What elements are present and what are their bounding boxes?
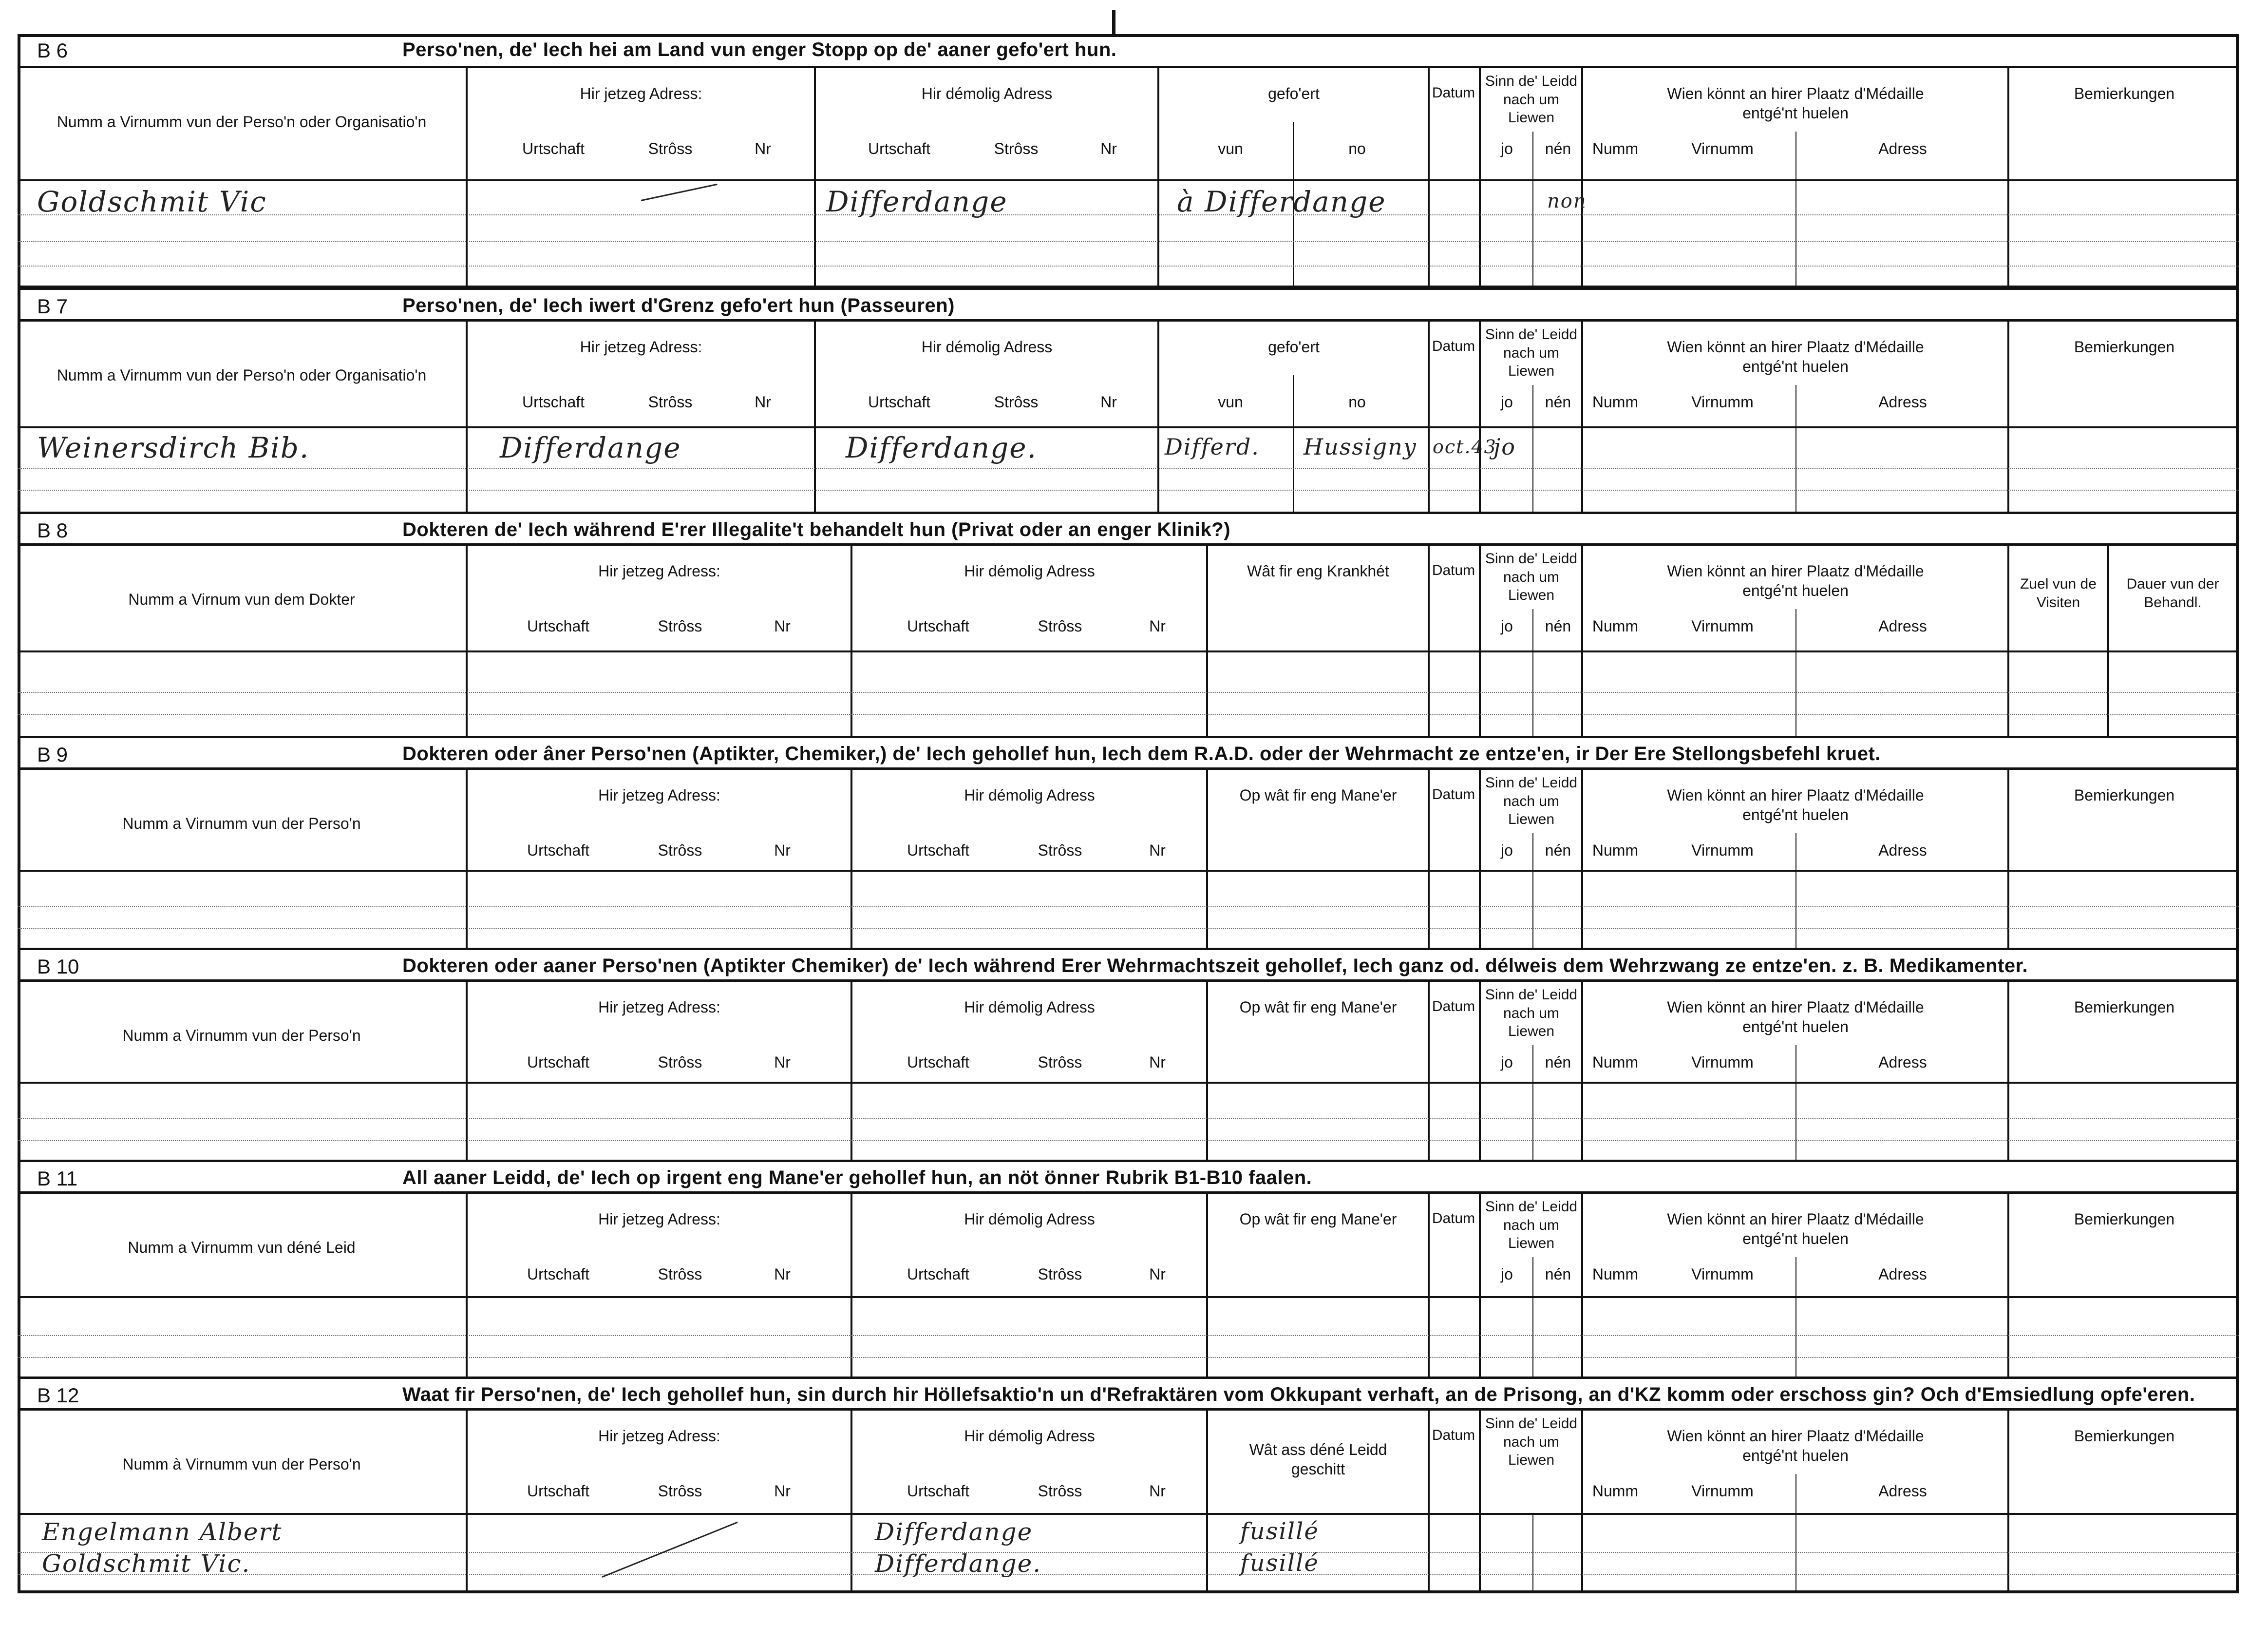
col-transported: gefo'ert xyxy=(1268,85,1320,102)
section-header xyxy=(18,34,2239,68)
handwritten-from: à Differdange xyxy=(1177,185,1386,218)
page-mark xyxy=(1112,10,1115,37)
medal-firstname: Virnumm xyxy=(1691,1482,1754,1500)
medal-firstname: Virnumm xyxy=(1691,617,1754,635)
col-former-address: Hir démolig Adress xyxy=(964,1427,1095,1445)
section-header xyxy=(18,512,2239,546)
addr-sub-town: Urtschaft xyxy=(907,1265,970,1283)
alive-no: nén xyxy=(1545,140,1571,157)
alive-no: nén xyxy=(1545,393,1571,411)
section-grid xyxy=(18,68,2239,287)
col-alive: Sinn de' Leidd nach um Liewen xyxy=(1485,1199,1578,1251)
addr-sub-street: Strôss xyxy=(1038,1053,1082,1071)
col-manner: Op wât fir eng Mane'er xyxy=(1239,1210,1397,1228)
alive-no: nén xyxy=(1545,1265,1571,1283)
addr-sub-nr: Nr xyxy=(755,140,771,157)
medal-surname: Numm xyxy=(1592,140,1639,157)
handwritten-name: Goldschmit Vic xyxy=(37,185,267,218)
col-duration: Dauer vun der Behandl. xyxy=(2126,576,2219,611)
section-header xyxy=(18,287,2239,322)
col-alive: Sinn de' Leidd nach um Liewen xyxy=(1485,987,1578,1039)
section-title: Dokteren oder âner Perso'nen (Aptikter, Chemiker,) de' Iech gehollef hun, Iech dem R.A.D. oder der Wehrmacht ze entze'en, ir Der Ere Stellongsbefehl kruet. xyxy=(402,743,1881,765)
col-datum: Datum xyxy=(1432,1427,1475,1443)
col-alive: Sinn de' Leidd nach um Liewen xyxy=(1485,73,1578,126)
medal-surname: Numm xyxy=(1592,1053,1639,1071)
col-name-header: Numm a Virnumm vun der Perso'n oder Organisatio'n xyxy=(57,113,427,131)
medal-surname: Numm xyxy=(1592,1482,1639,1500)
handwritten-fate-2: fusillé xyxy=(1240,1549,1319,1577)
transported-from: vun xyxy=(1218,393,1243,411)
addr-sub-town: Urtschaft xyxy=(522,393,585,411)
addr-sub-town: Urtschaft xyxy=(907,1053,970,1071)
transported-to: no xyxy=(1348,140,1366,157)
addr-sub-street: Strôss xyxy=(658,617,702,635)
section-title: Waat fir Perso'nen, de' Iech gehollef hun, sin durch hir Höllefsaktio'n un d'Refraktären vom Okkupant verhaft, an de Prisong, an d'KZ komm oder erschoss gin? Och d'Emsiedlung opfe'eren. xyxy=(402,1384,2195,1405)
col-datum: Datum xyxy=(1432,338,1475,354)
alive-yes: jo xyxy=(1501,1265,1513,1283)
transported-from: vun xyxy=(1218,140,1243,157)
col-datum: Datum xyxy=(1432,85,1475,101)
alive-yes: jo xyxy=(1501,393,1513,411)
section-code: B 9 xyxy=(37,743,68,766)
medal-address: Adress xyxy=(1878,617,1927,635)
transported-to: no xyxy=(1348,393,1366,411)
section-header xyxy=(18,948,2239,982)
col-alive: Sinn de' Leidd nach um Liewen xyxy=(1485,775,1578,827)
addr-sub-street: Strôss xyxy=(658,1265,702,1283)
alive-no: nén xyxy=(1545,1053,1571,1071)
col-what-happened: Wât ass déné Leidd geschitt xyxy=(1249,1441,1387,1478)
addr-sub-street: Strôss xyxy=(648,140,693,157)
col-former-address: Hir démolig Adress xyxy=(964,562,1095,580)
section-header xyxy=(18,736,2239,770)
section-b11 xyxy=(18,1160,2239,1376)
col-former-address: Hir démolig Adress xyxy=(921,85,1053,102)
section-title: Dokteren de' Iech während E'rer Illegalite't behandelt hun (Privat oder an enger Klinik?) xyxy=(402,519,1231,540)
section-grid xyxy=(18,322,2239,512)
section-code: B 8 xyxy=(37,519,68,542)
section-code: B 11 xyxy=(37,1167,78,1190)
section-b10 xyxy=(18,948,2239,1160)
alive-no: nén xyxy=(1545,841,1571,859)
col-remarks: Bemierkungen xyxy=(2074,998,2175,1016)
addr-sub-town: Urtschaft xyxy=(527,617,590,635)
section-code: B 10 xyxy=(37,955,79,978)
col-manner: Op wât fir eng Mane'er xyxy=(1239,998,1397,1016)
handwritten-alive-yes: jo xyxy=(1493,434,1516,460)
addr-sub-street: Strôss xyxy=(1038,617,1082,635)
col-datum: Datum xyxy=(1432,786,1475,803)
medal-surname: Numm xyxy=(1592,393,1639,411)
section-grid xyxy=(18,770,2239,948)
col-name-header: Numm a Virnumm vun der Perso'n xyxy=(122,1027,361,1044)
col-remarks: Bemierkungen xyxy=(2074,338,2175,356)
addr-sub-nr: Nr xyxy=(1149,617,1166,635)
addr-sub-nr: Nr xyxy=(774,1482,791,1500)
handwritten-from: Differd. xyxy=(1165,434,1260,460)
addr-sub-street: Strôss xyxy=(658,841,702,859)
addr-sub-nr: Nr xyxy=(774,841,791,859)
medal-firstname: Virnumm xyxy=(1691,140,1754,157)
col-current-address: Hir jetzeg Adress: xyxy=(580,338,702,356)
handwritten-current-town: Differdange xyxy=(500,431,681,464)
col-former-address: Hir démolig Adress xyxy=(921,338,1053,356)
medal-address: Adress xyxy=(1878,841,1927,859)
addr-sub-street: Strôss xyxy=(648,393,693,411)
section-code: B 7 xyxy=(37,295,68,318)
alive-yes: jo xyxy=(1501,617,1513,635)
medal-address: Adress xyxy=(1878,1053,1927,1071)
addr-sub-street: Strôss xyxy=(1038,1265,1082,1283)
section-b8 xyxy=(18,512,2239,736)
col-visits: Zuel vun de Visiten xyxy=(2020,576,2097,611)
addr-sub-town: Urtschaft xyxy=(907,1482,970,1500)
medal-surname: Numm xyxy=(1592,617,1639,635)
medal-address: Adress xyxy=(1878,1482,1927,1500)
medal-surname: Numm xyxy=(1592,841,1639,859)
section-b9 xyxy=(18,736,2239,948)
col-remarks: Bemierkungen xyxy=(2074,1210,2175,1228)
addr-sub-nr: Nr xyxy=(1100,393,1117,411)
col-name-header: Numm a Virnumm vun déné Leid xyxy=(128,1239,356,1256)
medal-firstname: Virnumm xyxy=(1691,393,1754,411)
col-name-header: Numm à Virnumm vun der Perso'n xyxy=(122,1455,361,1473)
handwritten-fate-1: fusillé xyxy=(1240,1518,1319,1545)
section-grid xyxy=(18,982,2239,1160)
addr-sub-street: Strôss xyxy=(994,140,1039,157)
addr-sub-town: Urtschaft xyxy=(527,1053,590,1071)
addr-sub-nr: Nr xyxy=(774,617,791,635)
col-former-address: Hir démolig Adress xyxy=(964,1210,1095,1228)
handwritten-name-2: Goldschmit Vic. xyxy=(42,1549,251,1578)
col-remarks: Bemierkungen xyxy=(2074,1427,2175,1445)
section-title: All aaner Leidd, de' Iech op irgent eng Mane'er gehollef hun, an nöt önner Rubrik B1-B10 faalen. xyxy=(402,1167,1312,1188)
col-alive: Sinn de' Leidd nach um Liewen xyxy=(1485,1415,1578,1468)
medal-address: Adress xyxy=(1878,140,1927,157)
col-datum: Datum xyxy=(1432,998,1475,1014)
col-medal: Wien könnt an hirer Plaatz d'Médaille entgé'nt huelen xyxy=(1667,338,1924,375)
col-alive: Sinn de' Leidd nach um Liewen xyxy=(1485,551,1578,603)
addr-sub-nr: Nr xyxy=(774,1265,791,1283)
col-datum: Datum xyxy=(1432,1210,1475,1226)
col-current-address: Hir jetzeg Adress: xyxy=(598,562,720,580)
section-b6 xyxy=(18,34,2239,287)
medal-surname: Numm xyxy=(1592,1265,1639,1283)
col-current-address: Hir jetzeg Adress: xyxy=(598,786,720,804)
handwritten-former-town: Differdange xyxy=(826,185,1008,218)
col-name-header: Numm a Virnumm vun der Perso'n oder Organisatio'n xyxy=(57,366,427,384)
addr-sub-nr: Nr xyxy=(1149,1053,1166,1071)
col-datum: Datum xyxy=(1432,562,1475,578)
addr-sub-street: Strôss xyxy=(658,1482,702,1500)
medal-address: Adress xyxy=(1878,1265,1927,1283)
section-grid xyxy=(18,546,2239,736)
col-name-header: Numm a Virnum vun dem Dokter xyxy=(128,591,355,608)
section-code: B 12 xyxy=(37,1384,79,1407)
col-name-header: Numm a Virnumm vun der Perso'n xyxy=(122,815,361,832)
addr-sub-nr: Nr xyxy=(1149,1265,1166,1283)
section-code: B 6 xyxy=(37,39,68,62)
addr-sub-nr: Nr xyxy=(1149,841,1166,859)
addr-sub-street: Strôss xyxy=(994,393,1039,411)
handwritten-former-town-2: Differdange. xyxy=(875,1549,1042,1578)
handwritten-to: Hussigny xyxy=(1304,434,1417,460)
handwritten-date: oct.43 xyxy=(1433,436,1497,458)
col-medal: Wien könnt an hirer Plaatz d'Médaille entgé'nt huelen xyxy=(1667,998,1924,1035)
addr-sub-nr: Nr xyxy=(774,1053,791,1071)
alive-no: nén xyxy=(1545,617,1571,635)
addr-sub-town: Urtschaft xyxy=(527,841,590,859)
section-grid xyxy=(18,1194,2239,1376)
section-title: Perso'nen, de' Iech hei am Land vun enger Stopp op de' aaner gefo'ert hun. xyxy=(402,39,1117,60)
addr-sub-nr: Nr xyxy=(1149,1482,1166,1500)
addr-sub-street: Strôss xyxy=(1038,1482,1082,1500)
col-remarks: Bemierkungen xyxy=(2074,786,2175,804)
col-former-address: Hir démolig Adress xyxy=(964,998,1095,1016)
addr-sub-town: Urtschaft xyxy=(527,1482,590,1500)
col-illness: Wât fir eng Krankhét xyxy=(1247,562,1389,580)
section-grid xyxy=(18,1411,2239,1593)
addr-sub-town: Urtschaft xyxy=(527,1265,590,1283)
col-current-address: Hir jetzeg Adress: xyxy=(598,1427,720,1445)
section-title: Perso'nen, de' Iech iwert d'Grenz gefo'ert hun (Passeuren) xyxy=(402,295,955,316)
section-title: Dokteren oder aaner Perso'nen (Aptikter Chemiker) de' Iech während Erer Wehrmachtszeit gehollef, Iech ganz od. délweis dem Wehrzwang ze entze'en. z. B. Medikamenter. xyxy=(402,955,2028,976)
handwritten-former-town-1: Differdange xyxy=(875,1518,1033,1546)
addr-sub-street: Strôss xyxy=(1038,841,1082,859)
addr-sub-nr: Nr xyxy=(1100,140,1117,157)
section-header xyxy=(18,1160,2239,1194)
col-remarks: Bemierkungen xyxy=(2074,85,2175,102)
alive-yes: jo xyxy=(1501,140,1513,157)
medal-firstname: Virnumm xyxy=(1691,1053,1754,1071)
section-b7 xyxy=(18,287,2239,512)
alive-yes: jo xyxy=(1501,1053,1513,1071)
addr-sub-street: Strôss xyxy=(658,1053,702,1071)
medal-firstname: Virnumm xyxy=(1691,1265,1754,1283)
col-medal: Wien könnt an hirer Plaatz d'Médaille entgé'nt huelen xyxy=(1667,786,1924,823)
handwritten-name-1: Engelmann Albert xyxy=(42,1518,283,1546)
col-current-address: Hir jetzeg Adress: xyxy=(580,85,702,102)
col-transported: gefo'ert xyxy=(1268,338,1320,356)
col-manner: Op wât fir eng Mane'er xyxy=(1239,786,1397,804)
handwritten-alive-no: non xyxy=(1547,190,1587,212)
section-header xyxy=(18,1376,2239,1411)
col-medal: Wien könnt an hirer Plaatz d'Médaille entgé'nt huelen xyxy=(1667,85,1924,122)
col-medal: Wien könnt an hirer Plaatz d'Médaille entgé'nt huelen xyxy=(1667,1210,1924,1247)
col-former-address: Hir démolig Adress xyxy=(964,786,1095,804)
section-b12 xyxy=(18,1376,2239,1593)
col-medal: Wien könnt an hirer Plaatz d'Médaille entgé'nt huelen xyxy=(1667,562,1924,599)
col-medal: Wien könnt an hirer Plaatz d'Médaille entgé'nt huelen xyxy=(1667,1427,1924,1464)
addr-sub-town: Urtschaft xyxy=(522,140,585,157)
addr-sub-town: Urtschaft xyxy=(868,140,931,157)
medal-firstname: Virnumm xyxy=(1691,841,1754,859)
addr-sub-nr: Nr xyxy=(755,393,771,411)
col-current-address: Hir jetzeg Adress: xyxy=(598,1210,720,1228)
addr-sub-town: Urtschaft xyxy=(868,393,931,411)
handwritten-name: Weinersdirch Bib. xyxy=(37,431,310,464)
alive-yes: jo xyxy=(1501,841,1513,859)
col-current-address: Hir jetzeg Adress: xyxy=(598,998,720,1016)
addr-sub-town: Urtschaft xyxy=(907,841,970,859)
col-alive: Sinn de' Leidd nach um Liewen xyxy=(1485,326,1578,379)
medal-address: Adress xyxy=(1878,393,1927,411)
addr-sub-town: Urtschaft xyxy=(907,617,970,635)
handwritten-former-town: Differdange. xyxy=(846,431,1037,464)
